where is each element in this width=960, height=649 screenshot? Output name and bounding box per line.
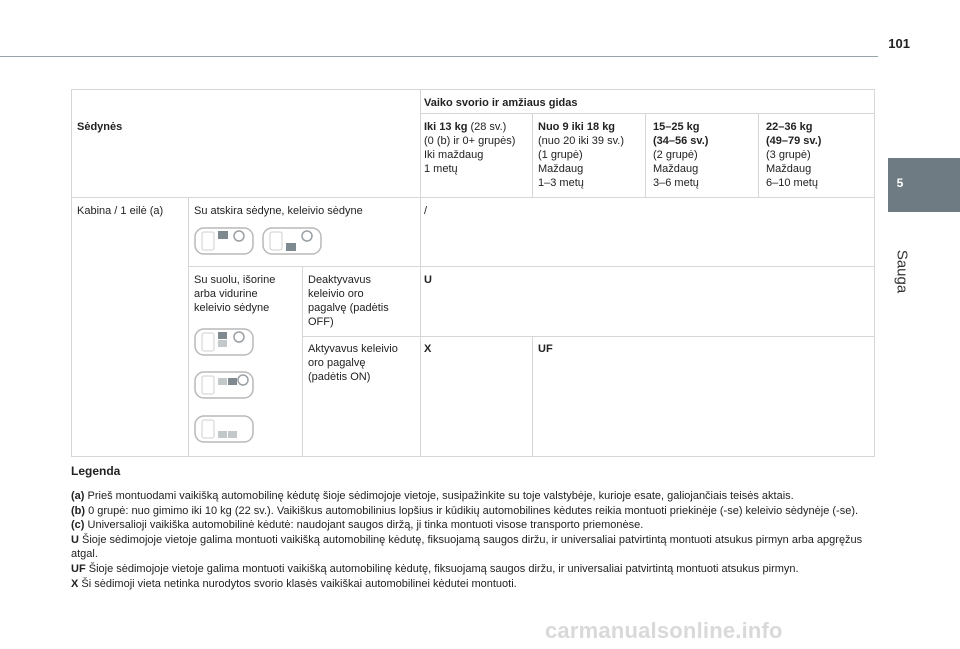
group-header: Vaiko svorio ir amžiaus gidas <box>424 97 578 109</box>
weight-col-2: Nuo 9 iki 18 kg (nuo 20 iki 39 sv.) (1 grupė) Maždaug 1–3 metų <box>538 121 625 189</box>
top-rule <box>0 56 878 57</box>
row2-seat-type: Su suolu, išorine arba vidurine keleivio sėdyne <box>194 274 276 314</box>
seats-header: Sėdynės <box>77 121 123 133</box>
legend-item: (c) Universalioji vaikiška automobilinė kėdutė: naudojant saugos diržą, ji tinka montuoti visose transporto priemonėse. <box>71 519 644 532</box>
row-location: Kabina / 1 eilė (a) <box>77 205 164 217</box>
row1-seat-type: Su atskira sėdyne, keleivio sėdyne <box>194 205 363 217</box>
weight-col-3: 15–25 kg (34–56 sv.) (2 grupė) Maždaug 3–6 metų <box>653 121 709 189</box>
legend-item: (a) Prieš montuodami vaikišką automobilinę kėdutę šioje sėdimojoje vietoje, susipažinkite su toje valstybėje, kurioje esate, galiojančiais teisės aktais. <box>71 490 794 502</box>
airbag-off-label: Deaktyvavus keleivio oro pagalvę (padėtis OFF) <box>308 274 389 328</box>
car-diagram-icon <box>194 226 256 256</box>
weight-col-4: 22–36 kg (49–79 sv.) (3 grupė) Maždaug 6–10 metų <box>766 121 822 189</box>
legend-item: X Ši sėdimoji vieta netinka nurodytos svorio klasės vaikiškai automobilinei kėdutei montuoti. <box>71 577 517 590</box>
row2-off-value: U <box>424 274 432 286</box>
airbag-on-label: Aktyvavus keleivio oro pagalvę (padėtis ON) <box>308 343 398 383</box>
row1-value: / <box>424 205 428 217</box>
watermark: carmanualsonline.info <box>545 618 783 643</box>
car-diagram-icon <box>194 414 256 444</box>
row2-on-value-1: X <box>424 343 432 355</box>
car-diagram-icon <box>194 327 256 357</box>
legend-title: Legenda <box>71 464 121 478</box>
car-diagram-icon <box>194 370 256 400</box>
chapter-label: Sauga <box>893 249 911 294</box>
weight-col-1: Iki 13 kg (28 sv.) (0 (b) ir 0+ grupės) Iki maždaug 1 metų <box>424 121 516 175</box>
legend <box>71 489 871 591</box>
legend-item: UF Šioje sėdimojoje vietoje galima montuoti vaikišką automobilinę kėdutę, fiksuojamą saugos diržu, ir universaliai patvirtintą montuoti atsukus pirmyn. <box>71 562 799 575</box>
row2-on-value-2: UF <box>538 343 553 355</box>
chapter-number: 5 <box>896 176 904 190</box>
legend-item: (b) 0 grupė: nuo gimimo iki 10 kg (22 sv.). Vaikiškus automobilinius lopšius ir kūdikių automobilines kėdutes reikia montuoti priekinėje (-se) keleivio sėdynėje (-se). <box>71 504 859 517</box>
car-diagram-icon <box>262 226 324 256</box>
page-number: 101 <box>888 36 910 51</box>
legend-item: U Šioje sėdimojoje vietoje galima montuoti vaikišką automobilinę kėdutę, fiksuojamą saugos diržu, ir universaliai patvirtintą montuoti atsukus pirmyn arba apgręžus atgal. <box>71 533 863 561</box>
